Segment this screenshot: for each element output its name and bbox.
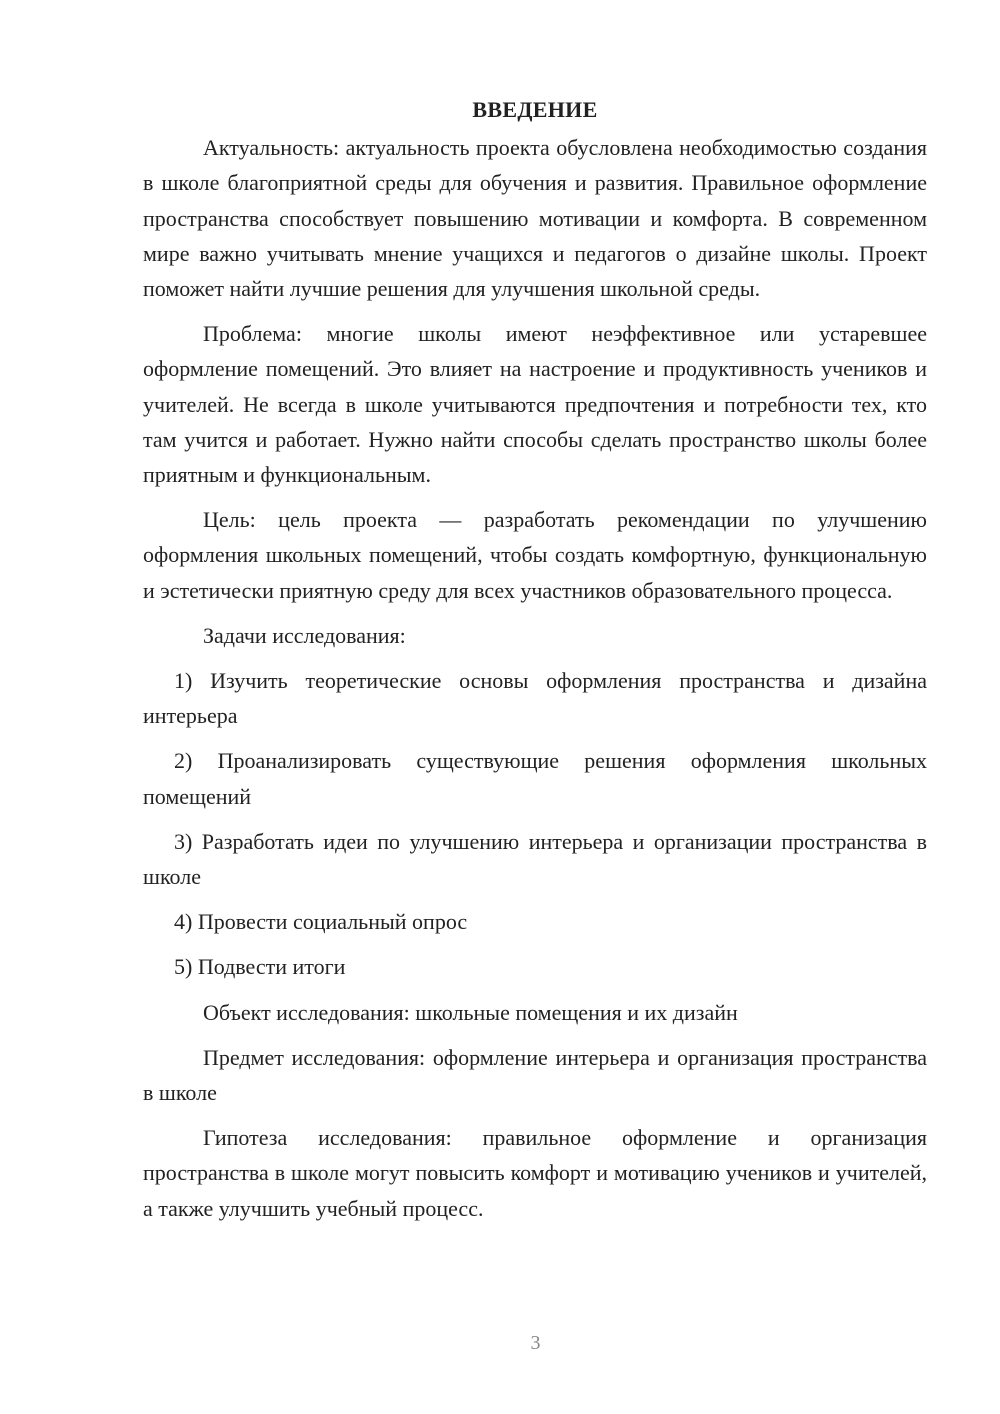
task-item: 5) Подвести итоги <box>174 954 346 980</box>
research-object: Объект исследования: школьные помещения и их дизайн <box>203 999 738 1025</box>
page-content <box>143 92 927 1236</box>
page-number: 3 <box>530 1332 541 1354</box>
research-hypothesis: Гипотеза исследования: правильное оформление и организация пространства в школе могут повысить комфорт и мотивацию учеников и учителей, а также улучшить учебный процесс. <box>143 1125 927 1221</box>
problem-paragraph: Проблема: многие школы имеют неэффективное или устаревшее оформление помещений. Это влияет на настроение и продуктивность учеников и учителей. Не всегда в школе учитываются предпочтения и потребности тех, кто там учится и работает. Нужно найти способы сделать пространство школы более приятным и функциональным. <box>143 321 927 488</box>
goal-paragraph: Цель: цель проекта — разработать рекомендации по улучшению оформления школьных помещений, чтобы создать комфортную, функциональную и эстетически приятную среду для всех участников образовательного процесса. <box>143 507 927 603</box>
task-item: 2) Проанализировать существующие решения оформления школьных помещений <box>143 748 927 809</box>
task-item: 3) Разработать идеи по улучшению интерьера и организации пространства в школе <box>143 828 927 890</box>
relevance-paragraph: Актуальность: актуальность проекта обусловлена необходимостью создания в школе благоприятной среды для обучения и развития. Правильное оформление пространства способствует повышению мотивации и комфорта. В современном мире важно учитывать мнение учащихся и педагогов о дизайне школы. Проект поможет найти лучшие решения для улучшения школьной среды. <box>143 135 927 302</box>
task-item: 1) Изучить теоретические основы оформления пространства и дизайна интерьера <box>143 668 927 729</box>
page-title: ВВЕДЕНИЕ <box>472 97 598 122</box>
tasks-heading: Задачи исследования: <box>203 622 406 648</box>
task-item: 4) Провести социальный опрос <box>174 909 468 935</box>
research-subject: Предмет исследования: оформление интерьера и организация пространства в школе <box>143 1044 927 1106</box>
